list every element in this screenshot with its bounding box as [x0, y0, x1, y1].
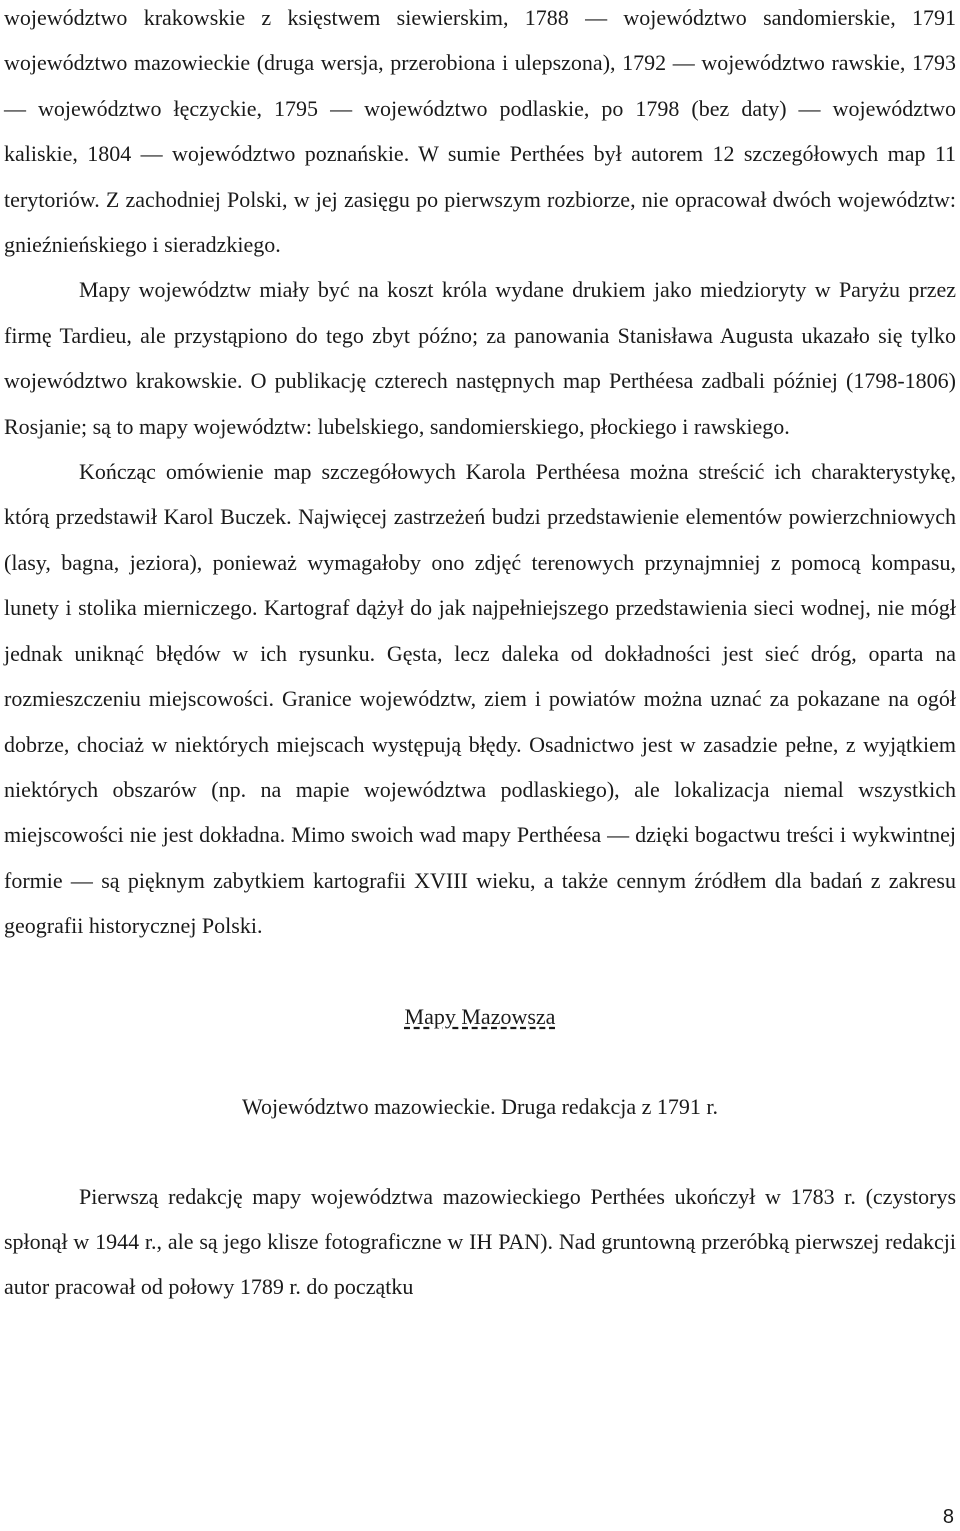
body-paragraph-3: Kończąc omówienie map szczegółowych Karola Perthéesa można streścić ich charakterystykę, którą przedstawił Karol Buczek. Najwięcej zastrzeżeń budzi przedstawienie elementów powierzchniowych (lasy, bagna, jeziora), ponieważ wymagałoby ono zdjęć terenowych przynajmniej z pomocą kompasu, lunety i stolika mierniczego. Kartograf dążył do jak najpełniejszego przedstawienia sieci wodnej, nie mógł jednak uniknąć błędów w ich rysunku. Gęsta, lecz daleka od dokładności jest sieć dróg, oparta na rozmieszczeniu miejscowości. Granice województw, ziem i powiatów można uznać za pokazane na ogół dobrze, chociaż w niektórych miejscach występują błędy. Osadnictwo jest w zasadzie pełne, z wyjątkiem niektórych obszarów (np. na mapie województwa podlaskiego), ale lokalizacja niemal wszystkich miejscowości nie jest dokładna. Mimo swoich wad mapy Perthéesa — dzięki bogactwu treści i wykwintnej formie — są pięknym zabytkiem kartografii XVIII wieku, a także cennym źródłem dla badań z zakresu geografii historycznej Polski. [4, 459, 956, 939]
spacer [4, 1129, 956, 1174]
section-heading-text: Mapy Mazowsza [404, 1003, 556, 1029]
body-paragraph-2: Mapy województw miały być na koszt króla wydane drukiem jako miedzioryty w Paryżu przez firmę Tardieu, ale przystąpiono do tego zbyt późno; za panowania Stanisława Augusta ukazało się tylko województwo krakowskie. O publikację czterech następnych map Perthéesa zadbali później (1798-1806) Rosjanie; są to mapy województw: lubelskiego, sandomierskiego, płockiego i rawskiego. [4, 277, 956, 439]
spacer [4, 949, 956, 994]
body-paragraph-4: Pierwszą redakcję mapy województwa mazowieckiego Perthées ukończył w 1783 r. (czystorys spłonął w 1944 r., ale są jego klisze fotograficzne w IH PAN). Nad gruntowną przeróbką pierwszej redakcji autor pracował od połowy 1789 r. do początku [4, 1183, 956, 1300]
page-number: 8 [942, 1506, 954, 1528]
section-heading [4, 994, 956, 1039]
spacer [4, 1039, 956, 1084]
body-paragraph-1: województwo krakowskie z księstwem siewierskim, 1788 — województwo sandomierskie, 1791 województwo mazowieckie (druga wersja, przerobiona i ulepszona), 1792 — województwo rawskie, 1793 — województwo łęczyckie, 1795 — województwo podlaskie, po 1798 (bez daty) — województwo kaliskie, 1804 — województwo poznańskie. W sumie Perthées był autorem 12 szczegółowych map 11 terytoriów. Z zachodniej Polski, w jej zasięgu po pierwszym rozbiorze, nie opracował dwóch województw: gnieźnieńskiego i sieradzkiego. [4, 5, 956, 258]
subheading: Województwo mazowieckie. Druga redakcja z 1791 r. [242, 1093, 718, 1119]
document-page [4, 0, 956, 1310]
